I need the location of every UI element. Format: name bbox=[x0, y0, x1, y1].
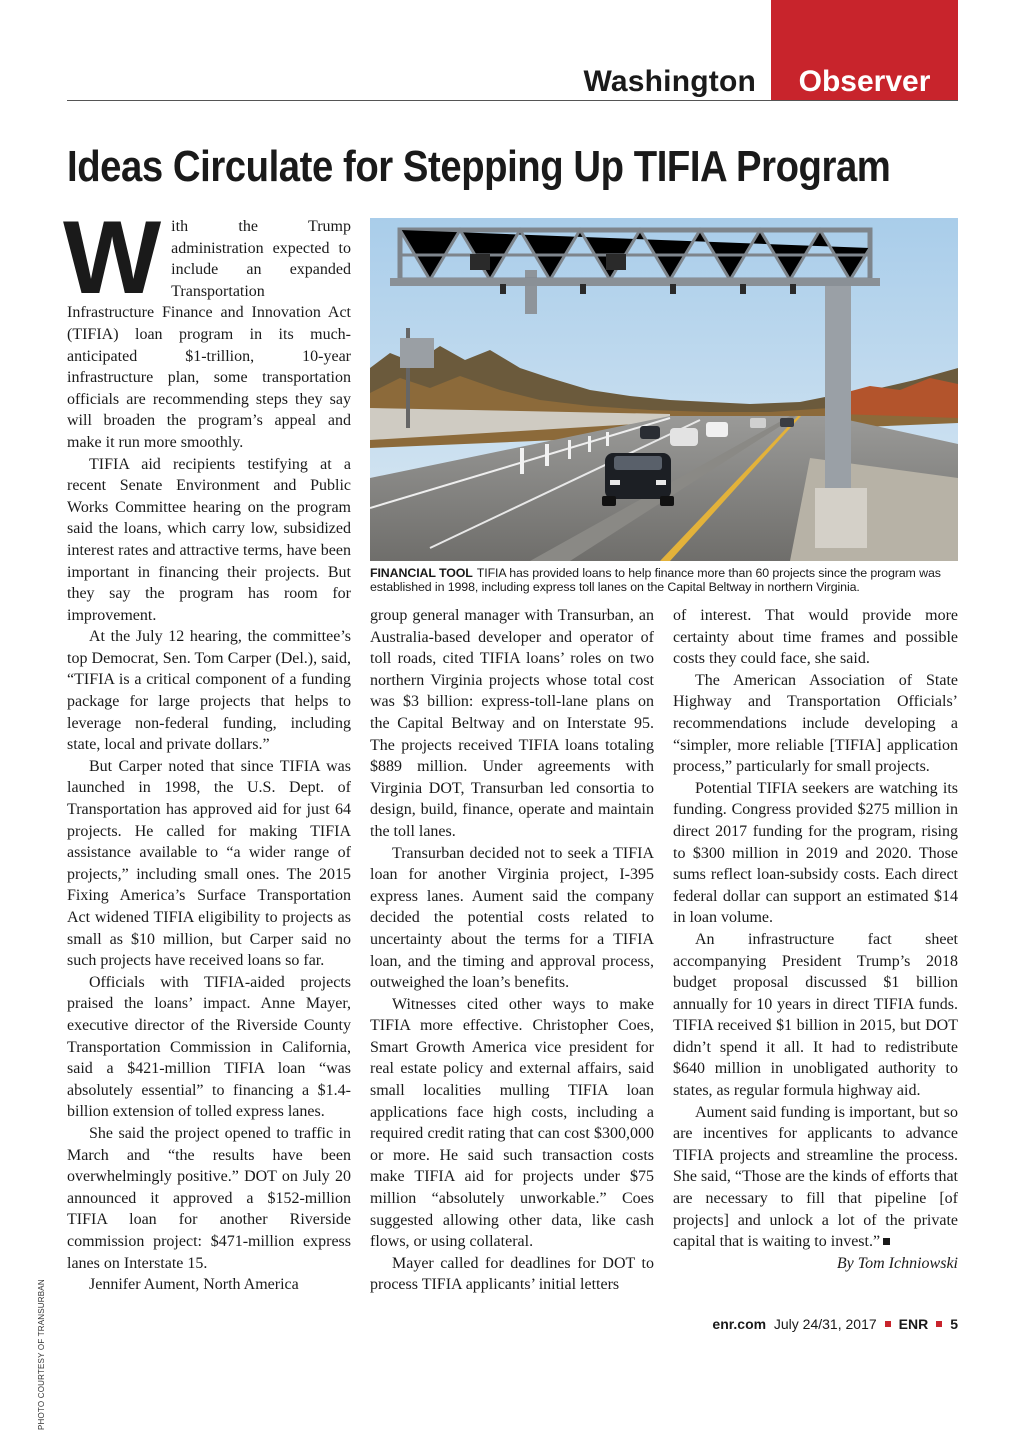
dropcap: W bbox=[63, 200, 162, 316]
separator-icon bbox=[885, 1321, 891, 1327]
photo-caption bbox=[370, 566, 958, 594]
paragraph: Witnesses cited other ways to make TIFIA more effective. Christopher Coes, Smart Growth America vice president for real estate policy and external affairs, said small localities mulling TIFIA loan applications face high costs, including a required credit rating that can cost $300,000 or more. He said such transaction costs make TIFIA aid for projects under $75 million “absolutely unworkable.” Coes suggested allowing other data, like cash flows, or using collateral. bbox=[370, 995, 654, 1251]
paragraph: Officials with TIFIA-aided projects praised the loans’ impact. Anne Mayer, executive director of the Riverside County Transportation Commission in California, said a $421-million TIFIA loan “was absolutely essential” to financing a $1.4-billion extension of tolled express lanes. bbox=[67, 973, 351, 1121]
footer-date: July 24/31, 2017 bbox=[773, 1316, 877, 1332]
paragraph: group general manager with Transurban, an Australia-based developer and operator of toll roads, cited TIFIA loans’ roles on two northern Virginia projects whose total cost was $3 billion: express-toll-lane plans on the Capital Beltway and on Interstate 95. The projects received TIFIA loans totaling $889 million. Under agreements with Virginia DOT, Transurban led consortia to design, build, finance, operate and maintain the toll lanes. bbox=[370, 607, 654, 840]
footer-site: enr.com bbox=[712, 1316, 767, 1332]
paragraph: of interest. That would provide more certainty about time frames and possible costs they could face, she said. bbox=[673, 607, 958, 668]
caption-lead: FINANCIAL TOOL bbox=[370, 566, 473, 580]
paragraph: Potential TIFIA seekers are watching its funding. Congress provided $275 million in direct 2017 funding for the program, rising to $300 million in 2019 and 2020. Those sums reflect loan-subsidy costs. Each direct federal dollar can support an estimated $14 in loan volume. bbox=[673, 779, 958, 927]
masthead-rule bbox=[67, 100, 958, 101]
masthead-section: Washington bbox=[583, 65, 756, 98]
article-column-3 bbox=[673, 605, 958, 1274]
end-mark-icon bbox=[883, 1238, 890, 1245]
page-footer bbox=[712, 1313, 958, 1335]
masthead-subsection: Observer bbox=[798, 65, 931, 98]
paragraph: Jennifer Aument, North America bbox=[89, 1276, 299, 1294]
paragraph: Transurban decided not to seek a TIFIA loan for another Virginia project, I-395 express lanes. Aument said the company decided the potential costs related to uncertainty about the terms for a TIFIA loan, and the timing and approval process, outweighed the loan’s benefits. bbox=[370, 844, 654, 992]
paragraph: Aument said funding is important, but so are incentives for applicants to advance TIFIA projects and streamline the process. She said, “Those are the kinds of efforts that are necessary to fill that pipeline [of projects] and unlock a lot of the private capital that is waiting to invest.” bbox=[673, 1103, 958, 1251]
paragraph: The American Association of State Highway and Transportation Officials’ recommendations include developing a “simpler, more reliable [TIFIA] application process,” particularly for small projects. bbox=[673, 671, 958, 776]
article-column-1 bbox=[63, 200, 351, 1296]
paragraph: TIFIA aid recipients testifying at a recent Senate Environment and Public Works Committee hearing on the program said the loans, which carry low, subsidized interest rates and attractive terms, have been important in financing their projects. But they say the program has room for improvement. bbox=[67, 455, 351, 624]
separator-icon bbox=[936, 1321, 942, 1327]
footer-brand: ENR bbox=[898, 1316, 929, 1332]
paragraph: At the July 12 hearing, the committee’s top Democrat, Sen. Tom Carper (Del.), said, “TIFIA is a critical component of a funding package for large projects that helps to leverage non-federal funding, including state, local and private dollars.” bbox=[67, 628, 351, 754]
paragraph: With the Trump administration expected to include an expanded Transportation Infrastructure Finance and Innovation Act (TIFIA) loan program in its much-anticipated $1-trillion, 10-year infrastructure plan, some transportation officials are recommending steps they say will broaden the program’s appeal and make it run more smoothly. bbox=[63, 200, 351, 451]
paragraph: But Carper noted that since TIFIA was launched in 1998, the U.S. Dept. of Transportation has approved aid for just 64 projects. He called for making TIFIA assistance available to “a wider range of projects,” including small ones. The 2015 Fixing America’s Surface Transportation Act widened TIFIA eligibility to projects as small as $10 million, but Carper said no such projects have received loans so far. bbox=[67, 757, 351, 970]
caption-text: TIFIA has provided loans to help finance more than 60 projects since the program was established in 1998, including express toll lanes on the Capital Beltway in northern Virginia. bbox=[370, 566, 941, 594]
footer-page-number: 5 bbox=[950, 1316, 958, 1332]
paragraph: An infrastructure fact sheet accompanying President Trump’s 2018 budget proposal discussed $1 billion annually for 10 years in direct TIFIA funds. TIFIA received $1 billion in 2015, but DOT didn’t spend it all. It had to redistribute $640 million in unobligated authority to states, as regular formula highway aid. bbox=[673, 930, 958, 1100]
headline: Ideas Circulate for Stepping Up TIFIA Program bbox=[67, 142, 891, 191]
article-column-2 bbox=[370, 605, 654, 1296]
byline: By Tom Ichniowski bbox=[836, 1254, 958, 1272]
highway-gantry-photo bbox=[370, 218, 958, 561]
paragraph: Mayer called for deadlines for DOT to process TIFIA applicants’ initial letters bbox=[370, 1254, 654, 1294]
photo-credit: PHOTO COURTESY OF TRANSURBAN bbox=[37, 1279, 46, 1430]
paragraph: She said the project opened to traffic in March and “the results have been overwhelmingly positive.” DOT on July 20 announced it approved a $152-million TIFIA loan for another Riverside commission project: $471-million express lanes on Interstate 15. bbox=[67, 1124, 351, 1272]
